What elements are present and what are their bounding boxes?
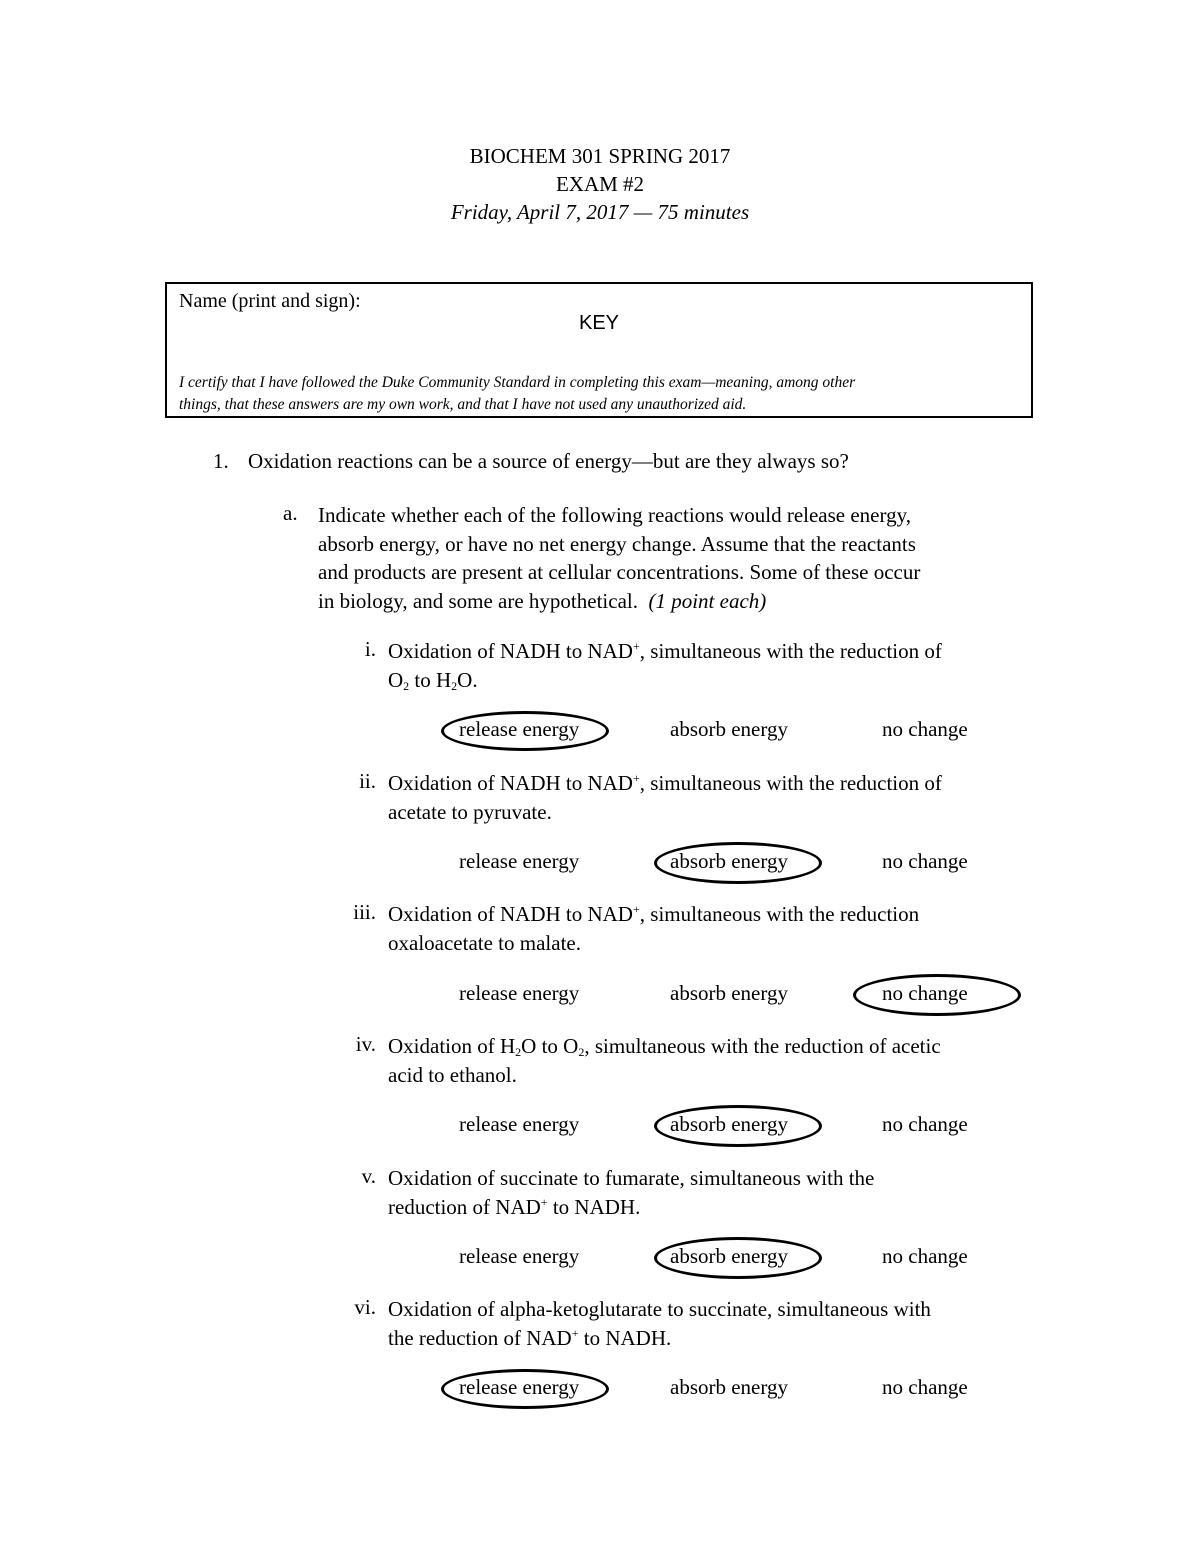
option-release-energy[interactable]: release energy [459,1112,580,1136]
item-text: Oxidation of NADH to NAD+, simultaneous with the reduction of $O_2$ to $H_2O$. [388,639,942,693]
option-no-change[interactable]: no change [882,1375,968,1399]
item-number: v. [361,1164,376,1188]
item-text: Oxidation of NADH to NAD+, simultaneous with the reduction oxaloacetate to malate. [388,902,920,955]
option-absorb-energy[interactable]: absorb energy [670,981,788,1005]
honor-statement-line1: I certify that I have followed the Duke Community Standard in completing this exam—meaning, among other [179,374,856,391]
question-text: Oxidation reactions can be a source of energy—but are they always so? [248,449,849,473]
question-number: 1. [213,449,229,473]
points-note: (1 point each) [648,588,767,613]
item-number: iv. [355,1032,376,1056]
option-release-energy[interactable]: release energy [459,1375,580,1399]
exam-number: EXAM #2 [555,172,645,196]
option-absorb-energy[interactable]: absorb energy [670,1375,788,1399]
item-number: iii. [353,900,376,924]
part-a-instructions [318,501,1018,615]
item-number: i. [364,637,376,661]
option-no-change[interactable]: no change [882,981,968,1005]
item-number: ii. [359,769,376,793]
item-text: Oxidation of $H_2O$ to $O_2$, simultaneous with the reduction of acetic acid to ethanol. [388,1034,941,1087]
exam-date: Friday, April 7, 2017 — 75 minutes [450,200,750,224]
name-label: Name (print and sign): [179,290,361,312]
part-label: a. [283,501,298,525]
option-release-energy[interactable]: release energy [459,849,580,873]
honor-statement [179,372,1029,416]
instruction-line: and products are present at cellular concentrations. Some of these occur [318,560,921,584]
item-number: vi. [354,1295,376,1319]
item-text: Oxidation of NADH to NAD+, simultaneous with the reduction of acetate to pyruvate. [388,771,942,824]
option-release-energy[interactable]: release energy [459,717,580,741]
option-release-energy[interactable]: release energy [459,981,580,1005]
name-box [165,282,1033,418]
option-no-change[interactable]: no change [882,1244,968,1268]
option-absorb-energy[interactable]: absorb energy [670,1112,788,1136]
item-text: Oxidation of alpha-ketoglutarate to succinate, simultaneous with the reduction of NAD+ to NADH. [388,1297,931,1350]
item-text: Oxidation of succinate to fumarate, simultaneous with the reduction of NAD+ to NADH. [388,1166,875,1219]
exam-course-title: BIOCHEM 301 SPRING 2017 [469,144,731,168]
option-no-change[interactable]: no change [882,717,968,741]
instruction-line: absorb energy, or have no net energy change. Assume that the reactants [318,531,916,556]
option-absorb-energy[interactable]: absorb energy [670,1244,788,1268]
option-no-change[interactable]: no change [882,849,968,873]
option-absorb-energy[interactable]: absorb energy [670,717,788,741]
name-value: KEY [578,312,620,334]
honor-statement-line2: things, that these answers are my own work, and that I have not used any unauthorized aid. [179,396,747,413]
instruction-line: Indicate whether each of the following reactions would release energy, [318,503,912,527]
option-absorb-energy[interactable]: absorb energy [670,849,788,873]
instruction-text: in biology, and some are hypothetical. [318,588,638,613]
option-release-energy[interactable]: release energy [459,1244,580,1268]
instruction-line [318,587,1018,616]
option-no-change[interactable]: no change [882,1112,968,1136]
